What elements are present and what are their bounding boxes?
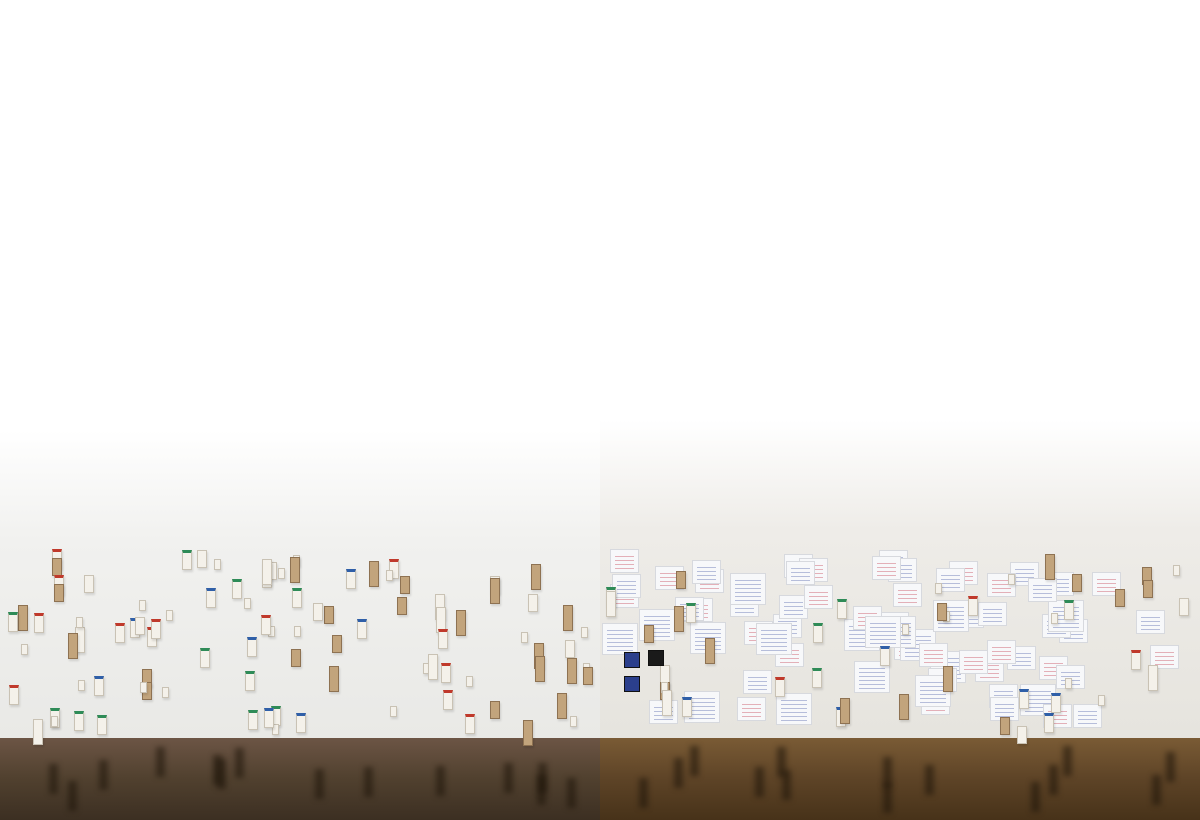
box-object <box>465 714 475 734</box>
box-object <box>264 708 274 728</box>
box-object <box>357 619 367 639</box>
floor-reflection <box>567 778 576 808</box>
box-object <box>1064 600 1074 620</box>
floor-reflection <box>1031 782 1040 812</box>
thought-note <box>602 623 638 655</box>
box-object <box>1051 613 1058 624</box>
thought-note <box>610 549 639 573</box>
box-object <box>1072 574 1082 592</box>
box-object <box>840 698 850 724</box>
box-object <box>261 615 271 635</box>
box-object <box>880 646 890 666</box>
box-object <box>296 713 306 733</box>
box-object <box>490 578 500 604</box>
box-object <box>262 559 272 585</box>
box-object <box>490 701 500 719</box>
box-object <box>278 568 285 579</box>
box-object <box>1098 695 1105 706</box>
box-object <box>443 690 453 710</box>
box-object <box>139 600 146 611</box>
thought-note <box>786 561 815 585</box>
box-object <box>78 680 85 691</box>
box-object <box>369 561 379 587</box>
box-object <box>1019 689 1029 709</box>
thought-note <box>865 616 901 648</box>
floor-reflection <box>235 748 244 778</box>
box-object <box>899 694 909 720</box>
box-object <box>166 610 173 621</box>
floor-reflection <box>538 763 547 793</box>
floor-reflection <box>315 769 324 799</box>
box-object <box>682 697 692 717</box>
thought-note <box>978 602 1007 626</box>
box-object <box>244 598 251 609</box>
box-object <box>812 668 822 688</box>
floor-reflection <box>49 764 58 794</box>
box-object <box>247 637 257 657</box>
box-object <box>332 635 342 653</box>
thought-note <box>730 573 766 605</box>
box-object <box>521 632 528 643</box>
thought-note <box>1028 578 1057 602</box>
exhibition-photo-closing <box>600 0 1200 820</box>
box-object <box>135 617 145 635</box>
box-object <box>386 570 393 581</box>
box-object <box>140 682 147 693</box>
box-object <box>662 690 672 716</box>
box-object <box>182 550 192 570</box>
box-object <box>291 649 301 667</box>
box-object <box>686 603 696 623</box>
box-object <box>606 591 616 617</box>
box-object <box>676 571 686 589</box>
floor-reflection <box>777 747 786 777</box>
box-object <box>68 633 78 659</box>
box-object <box>21 644 28 655</box>
box-object <box>570 716 577 727</box>
box-object <box>583 667 593 685</box>
box-object <box>837 599 847 619</box>
box-object <box>466 676 473 687</box>
floor-reflection <box>364 767 373 797</box>
floor-reflection <box>99 760 108 790</box>
box-object <box>51 716 58 727</box>
box-object <box>200 648 210 668</box>
photo-print <box>624 676 640 692</box>
box-object <box>52 558 62 576</box>
floor-reflection <box>883 757 892 787</box>
box-object <box>531 564 541 590</box>
box-object <box>1017 726 1027 744</box>
thought-note <box>612 574 641 598</box>
box-object <box>294 626 301 637</box>
box-object <box>935 583 942 594</box>
floor-reflection <box>755 767 764 797</box>
floor-reflection <box>504 763 513 793</box>
photo-print <box>648 650 664 666</box>
box-object <box>968 596 978 616</box>
box-object <box>9 685 19 705</box>
floor-reflection <box>1152 775 1161 805</box>
box-object <box>162 687 169 698</box>
box-object <box>313 603 323 621</box>
box-object <box>705 638 715 664</box>
box-object <box>400 576 410 594</box>
box-object <box>245 671 255 691</box>
box-object <box>523 720 533 746</box>
box-object <box>567 658 577 684</box>
thought-note <box>959 650 988 674</box>
thought-note <box>1073 704 1102 728</box>
box-object <box>329 666 339 692</box>
box-object <box>1008 574 1015 585</box>
box-object <box>1065 678 1072 689</box>
box-object <box>8 612 18 632</box>
box-object <box>557 693 567 719</box>
box-object <box>292 588 302 608</box>
box-object <box>1051 693 1061 713</box>
box-object <box>902 624 909 635</box>
floor-reflection <box>156 747 165 777</box>
box-object <box>565 640 575 658</box>
box-object <box>1115 589 1125 607</box>
box-object <box>33 719 43 745</box>
box-object <box>397 597 407 615</box>
box-object <box>441 663 451 683</box>
box-object <box>54 584 64 602</box>
box-object <box>1148 665 1158 691</box>
box-object <box>428 654 438 680</box>
box-object <box>346 569 356 589</box>
box-object <box>248 710 258 730</box>
thought-note <box>743 670 772 694</box>
box-object <box>84 575 94 593</box>
box-object <box>943 666 953 692</box>
box-object <box>937 603 947 621</box>
photo-print <box>624 652 640 668</box>
box-object <box>115 623 125 643</box>
thought-note <box>756 623 792 655</box>
thought-note <box>872 556 901 580</box>
floor-reflection <box>1049 765 1058 795</box>
thought-note <box>692 560 721 584</box>
box-object <box>390 706 397 717</box>
thought-note <box>987 640 1016 664</box>
box-object <box>197 550 207 568</box>
box-object <box>76 617 83 628</box>
floor-reflection <box>436 766 445 796</box>
box-object <box>1131 650 1141 670</box>
floor-reflection <box>690 746 699 776</box>
box-object <box>1173 565 1180 576</box>
thought-note <box>1136 610 1165 634</box>
box-object <box>581 627 588 638</box>
box-object <box>151 619 161 639</box>
thought-note <box>893 583 922 607</box>
box-object <box>813 623 823 643</box>
box-object <box>674 606 684 632</box>
box-object <box>290 557 300 583</box>
box-object <box>97 715 107 735</box>
floor-reflection <box>883 783 892 813</box>
thought-note <box>919 643 948 667</box>
thought-note <box>737 697 766 721</box>
box-object <box>535 656 545 682</box>
floor-reflection <box>674 758 683 788</box>
box-object <box>456 610 466 636</box>
box-object <box>206 588 216 608</box>
box-object <box>18 605 28 631</box>
box-object <box>644 625 654 643</box>
box-object <box>1143 580 1153 598</box>
box-object <box>94 676 104 696</box>
floor-reflection <box>639 778 648 808</box>
box-object <box>34 613 44 633</box>
thought-note <box>776 693 812 725</box>
box-object <box>232 579 242 599</box>
box-object <box>563 605 573 631</box>
box-object <box>528 594 538 612</box>
floor-reflection <box>925 765 934 795</box>
box-object <box>324 606 334 624</box>
box-object <box>775 677 785 697</box>
box-object <box>1044 713 1054 733</box>
floor-reflection <box>217 759 226 789</box>
box-object <box>74 711 84 731</box>
box-object <box>1179 598 1189 616</box>
box-object <box>214 559 221 570</box>
floor-reflection <box>1166 752 1175 782</box>
box-object <box>1000 717 1010 735</box>
floor-reflection <box>1063 746 1072 776</box>
box-object <box>438 629 448 649</box>
thought-note <box>804 585 833 609</box>
floor-reflection <box>68 781 77 811</box>
box-object <box>1045 554 1055 580</box>
